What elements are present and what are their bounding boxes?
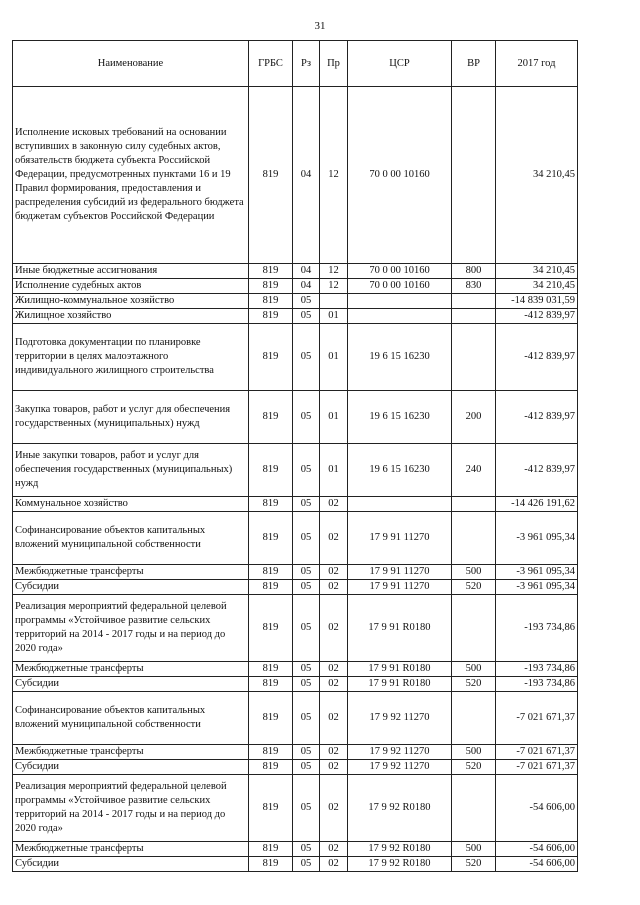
page-number: 31 xyxy=(314,20,326,32)
table-row xyxy=(13,512,578,565)
table-row xyxy=(13,692,578,745)
table-row xyxy=(13,662,578,677)
cell-csr: 17 9 92 11270 xyxy=(348,692,452,745)
cell-vr: 500 xyxy=(452,565,496,580)
cell-rz: 04 xyxy=(293,279,320,294)
cell-vr: 500 xyxy=(452,662,496,677)
cell-pr: 02 xyxy=(320,512,348,565)
table-row xyxy=(13,324,578,391)
cell-grbs: 819 xyxy=(249,87,293,264)
cell-sum: -54 606,00 xyxy=(496,775,578,842)
table-row xyxy=(13,857,578,872)
cell-grbs: 819 xyxy=(249,857,293,872)
cell-sum: -193 734,86 xyxy=(496,677,578,692)
cell-pr: 01 xyxy=(320,444,348,497)
table-row xyxy=(13,87,578,264)
cell-pr: 12 xyxy=(320,264,348,279)
cell-vr: 500 xyxy=(452,745,496,760)
cell-sum: -412 839,97 xyxy=(496,309,578,324)
table-row xyxy=(13,745,578,760)
cell-pr: 12 xyxy=(320,87,348,264)
cell-sum: -54 606,00 xyxy=(496,857,578,872)
cell-sum: -412 839,97 xyxy=(496,444,578,497)
table-row xyxy=(13,760,578,775)
cell-pr: 02 xyxy=(320,580,348,595)
cell-vr xyxy=(452,87,496,264)
cell-csr: 70 0 00 10160 xyxy=(348,279,452,294)
table-row xyxy=(13,294,578,309)
cell-vr xyxy=(452,497,496,512)
cell-name: Жилищно-коммунальное хозяйство xyxy=(13,294,249,309)
header-grbs: ГРБС xyxy=(249,41,293,87)
cell-pr: 02 xyxy=(320,662,348,677)
cell-vr: 830 xyxy=(452,279,496,294)
cell-pr: 02 xyxy=(320,775,348,842)
cell-vr: 520 xyxy=(452,760,496,775)
table-row xyxy=(13,309,578,324)
cell-pr: 02 xyxy=(320,842,348,857)
cell-rz: 05 xyxy=(293,692,320,745)
cell-sum: 34 210,45 xyxy=(496,87,578,264)
header-vr: ВР xyxy=(452,41,496,87)
cell-vr xyxy=(452,512,496,565)
cell-vr: 520 xyxy=(452,580,496,595)
cell-grbs: 819 xyxy=(249,760,293,775)
cell-sum: -3 961 095,34 xyxy=(496,565,578,580)
header-rz: Рз xyxy=(293,41,320,87)
cell-rz: 05 xyxy=(293,775,320,842)
table-row xyxy=(13,775,578,842)
cell-grbs: 819 xyxy=(249,264,293,279)
cell-pr xyxy=(320,294,348,309)
cell-pr: 02 xyxy=(320,565,348,580)
cell-pr: 02 xyxy=(320,857,348,872)
cell-sum: -193 734,86 xyxy=(496,662,578,677)
table-row xyxy=(13,677,578,692)
cell-grbs: 819 xyxy=(249,580,293,595)
cell-pr: 02 xyxy=(320,692,348,745)
cell-sum: -7 021 671,37 xyxy=(496,760,578,775)
cell-sum: -193 734,86 xyxy=(496,595,578,662)
table-row xyxy=(13,580,578,595)
cell-rz: 04 xyxy=(293,87,320,264)
cell-name: Иные закупки товаров, работ и услуг для обеспечения государственных (муниципальных) нужд xyxy=(13,444,249,497)
header-pr: Пр xyxy=(320,41,348,87)
cell-csr: 19 6 15 16230 xyxy=(348,324,452,391)
header-csr: ЦСР xyxy=(348,41,452,87)
cell-csr: 17 9 91 R0180 xyxy=(348,677,452,692)
cell-rz: 05 xyxy=(293,857,320,872)
cell-name: Субсидии xyxy=(13,760,249,775)
cell-csr: 17 9 92 R0180 xyxy=(348,842,452,857)
cell-vr xyxy=(452,324,496,391)
cell-name: Жилищное хозяйство xyxy=(13,309,249,324)
cell-rz: 05 xyxy=(293,595,320,662)
cell-grbs: 819 xyxy=(249,324,293,391)
cell-csr: 17 9 92 R0180 xyxy=(348,857,452,872)
table-row xyxy=(13,264,578,279)
cell-csr: 70 0 00 10160 xyxy=(348,87,452,264)
header-name: Наименование xyxy=(13,41,249,87)
cell-vr xyxy=(452,692,496,745)
cell-csr: 17 9 91 R0180 xyxy=(348,662,452,677)
cell-grbs: 819 xyxy=(249,692,293,745)
table-row xyxy=(13,565,578,580)
cell-sum: -3 961 095,34 xyxy=(496,580,578,595)
cell-csr: 17 9 92 11270 xyxy=(348,760,452,775)
table-row xyxy=(13,842,578,857)
cell-name: Софинансирование объектов капитальных вложений муниципальной собственности xyxy=(13,692,249,745)
cell-grbs: 819 xyxy=(249,662,293,677)
cell-name: Исполнение исковых требований на основании вступивших в законную силу судебных актов, обязательств бюджета субъекта Российской Федерации, предусмотренных пунктами 16 и 19 Правил формирования, предоставления и распределения субсидий из федерального бюджета бюджетам субъектов Российской Федерации xyxy=(13,87,249,264)
cell-name: Межбюджетные трансферты xyxy=(13,565,249,580)
cell-rz: 05 xyxy=(293,309,320,324)
cell-name: Подготовка документации по планировке территории в целях малоэтажного индивидуального жилищного строительства xyxy=(13,324,249,391)
cell-pr: 01 xyxy=(320,391,348,444)
cell-rz: 05 xyxy=(293,662,320,677)
budget-table xyxy=(12,40,578,872)
cell-rz: 05 xyxy=(293,842,320,857)
cell-grbs: 819 xyxy=(249,497,293,512)
cell-name: Софинансирование объектов капитальных вложений муниципальной собственности xyxy=(13,512,249,565)
cell-grbs: 819 xyxy=(249,775,293,842)
cell-name: Межбюджетные трансферты xyxy=(13,842,249,857)
cell-name: Субсидии xyxy=(13,677,249,692)
cell-csr: 17 9 91 11270 xyxy=(348,580,452,595)
cell-sum: 34 210,45 xyxy=(496,264,578,279)
cell-pr: 02 xyxy=(320,760,348,775)
cell-name: Субсидии xyxy=(13,857,249,872)
cell-name: Реализация мероприятий федеральной целевой программы «Устойчивое развитие сельских территорий на 2014 - 2017 годы и на период до 2020 года» xyxy=(13,595,249,662)
cell-pr: 02 xyxy=(320,677,348,692)
cell-vr xyxy=(452,775,496,842)
cell-rz: 05 xyxy=(293,294,320,309)
cell-grbs: 819 xyxy=(249,309,293,324)
cell-csr: 19 6 15 16230 xyxy=(348,391,452,444)
cell-grbs: 819 xyxy=(249,677,293,692)
table-body xyxy=(13,87,578,872)
cell-vr: 800 xyxy=(452,264,496,279)
cell-csr: 19 6 15 16230 xyxy=(348,444,452,497)
cell-sum: -7 021 671,37 xyxy=(496,745,578,760)
cell-vr xyxy=(452,595,496,662)
cell-grbs: 819 xyxy=(249,565,293,580)
cell-rz: 05 xyxy=(293,580,320,595)
cell-pr: 02 xyxy=(320,745,348,760)
table-row xyxy=(13,391,578,444)
cell-vr xyxy=(452,309,496,324)
cell-grbs: 819 xyxy=(249,595,293,662)
cell-rz: 05 xyxy=(293,324,320,391)
cell-vr: 500 xyxy=(452,842,496,857)
cell-name: Межбюджетные трансферты xyxy=(13,662,249,677)
cell-rz: 05 xyxy=(293,565,320,580)
cell-vr: 520 xyxy=(452,857,496,872)
cell-sum: -54 606,00 xyxy=(496,842,578,857)
table-row xyxy=(13,444,578,497)
cell-grbs: 819 xyxy=(249,842,293,857)
cell-pr: 01 xyxy=(320,324,348,391)
cell-name: Межбюджетные трансферты xyxy=(13,745,249,760)
cell-csr xyxy=(348,309,452,324)
cell-sum: -3 961 095,34 xyxy=(496,512,578,565)
cell-csr: 17 9 92 11270 xyxy=(348,745,452,760)
cell-vr: 200 xyxy=(452,391,496,444)
cell-rz: 05 xyxy=(293,677,320,692)
table-header-row xyxy=(13,41,578,87)
cell-pr: 02 xyxy=(320,595,348,662)
cell-name: Коммунальное хозяйство xyxy=(13,497,249,512)
cell-name: Закупка товаров, работ и услуг для обеспечения государственных (муниципальных) нужд xyxy=(13,391,249,444)
cell-sum: -14 839 031,59 xyxy=(496,294,578,309)
cell-grbs: 819 xyxy=(249,391,293,444)
cell-pr: 02 xyxy=(320,497,348,512)
cell-rz: 05 xyxy=(293,760,320,775)
table-row xyxy=(13,279,578,294)
cell-grbs: 819 xyxy=(249,745,293,760)
cell-csr: 17 9 91 11270 xyxy=(348,512,452,565)
cell-sum: -7 021 671,37 xyxy=(496,692,578,745)
cell-name: Иные бюджетные ассигнования xyxy=(13,264,249,279)
cell-rz: 05 xyxy=(293,391,320,444)
cell-grbs: 819 xyxy=(249,294,293,309)
header-sum-2017: 2017 год xyxy=(496,41,578,87)
cell-csr: 17 9 92 R0180 xyxy=(348,775,452,842)
cell-csr: 70 0 00 10160 xyxy=(348,264,452,279)
cell-vr: 240 xyxy=(452,444,496,497)
cell-sum: -412 839,97 xyxy=(496,391,578,444)
cell-grbs: 819 xyxy=(249,279,293,294)
cell-grbs: 819 xyxy=(249,444,293,497)
cell-rz: 05 xyxy=(293,512,320,565)
cell-rz: 05 xyxy=(293,444,320,497)
cell-name: Субсидии xyxy=(13,580,249,595)
cell-csr: 17 9 91 R0180 xyxy=(348,595,452,662)
cell-sum: 34 210,45 xyxy=(496,279,578,294)
cell-pr: 12 xyxy=(320,279,348,294)
cell-rz: 05 xyxy=(293,745,320,760)
cell-sum: -412 839,97 xyxy=(496,324,578,391)
cell-grbs: 819 xyxy=(249,512,293,565)
table-row xyxy=(13,595,578,662)
cell-name: Реализация мероприятий федеральной целевой программы «Устойчивое развитие сельских территорий на 2014 - 2017 годы и на период до 2020 года» xyxy=(13,775,249,842)
cell-csr xyxy=(348,294,452,309)
cell-sum: -14 426 191,62 xyxy=(496,497,578,512)
cell-csr xyxy=(348,497,452,512)
cell-vr xyxy=(452,294,496,309)
cell-pr: 01 xyxy=(320,309,348,324)
cell-name: Исполнение судебных актов xyxy=(13,279,249,294)
cell-rz: 04 xyxy=(293,264,320,279)
table-row xyxy=(13,497,578,512)
cell-csr: 17 9 91 11270 xyxy=(348,565,452,580)
cell-vr: 520 xyxy=(452,677,496,692)
cell-rz: 05 xyxy=(293,497,320,512)
